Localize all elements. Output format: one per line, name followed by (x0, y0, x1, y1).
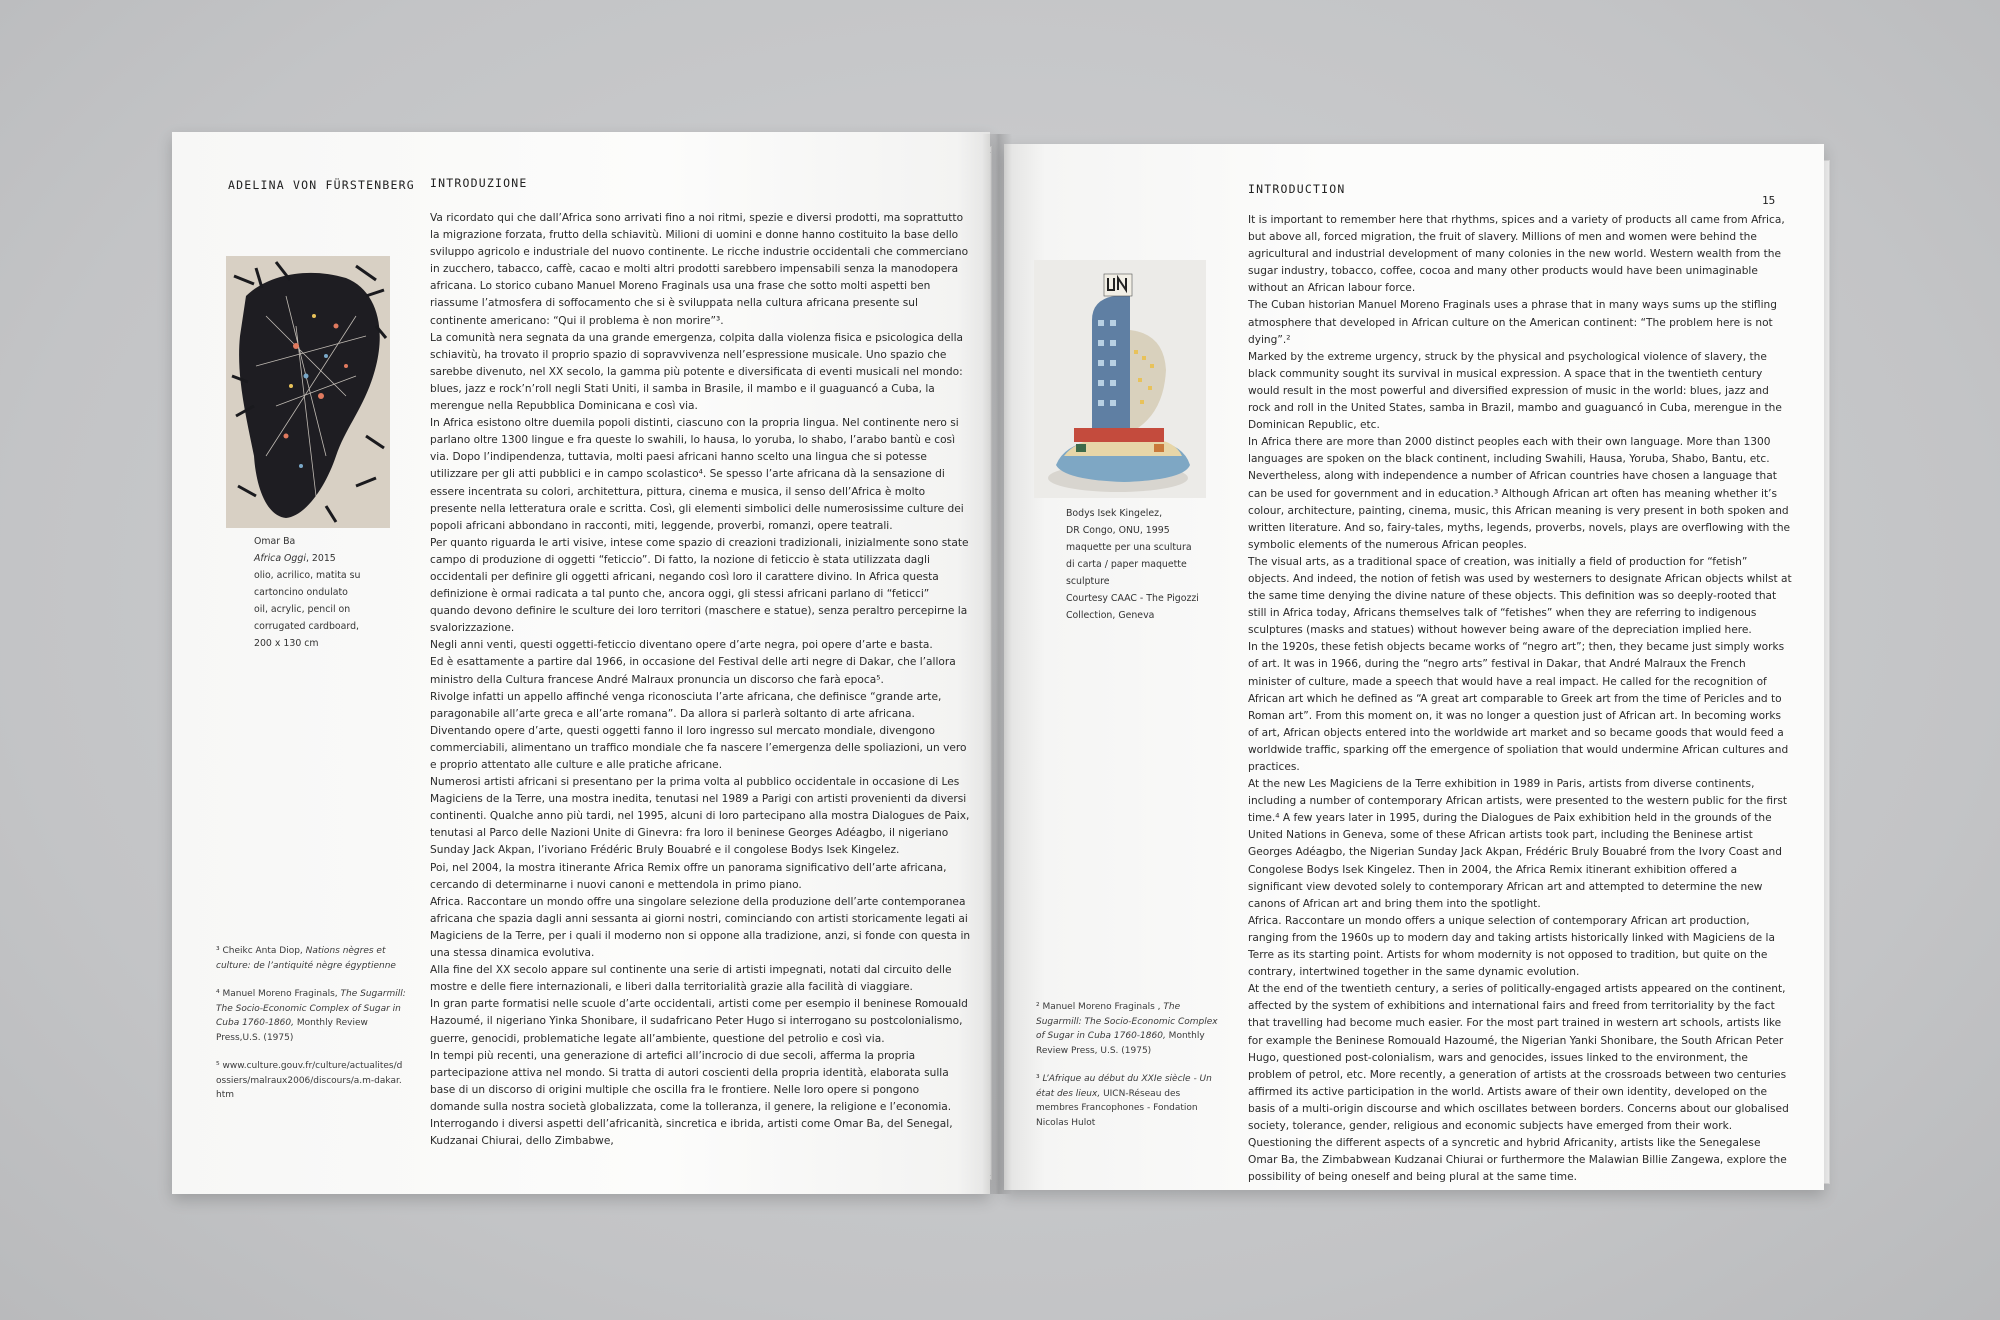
paragraph: Poi, nel 2004, la mostra itinerante Africa Remix offre un panorama significativo dell’arte africana, cercando di determinarne i nuovi canoni e mettendola in primo piano. (430, 861, 947, 891)
caption-line: 200 x 130 cm (254, 638, 319, 649)
caption-line: sculpture (1066, 576, 1110, 587)
paragraph: The visual arts, as a traditional space of creation, was initially a field of production for “fetish” objects. And indeed, the notion of fetish was used by westerners to designate African objects whilst at the same time denying the divine nature of these objects. This definition was so deeply-rooted that still in Africa today, Africans themselves talk of “fetishes” when they are referring to indigenous sculptures (masks and statues) without however being aware of the depreciation implied here. (1248, 555, 1792, 637)
paragraph: Numerosi artisti africani si presentano per la prima volta al pubblico occidentale in occasione di Les Magiciens de la Terre, una mostra inedita, tenutasi nel 1989 a Parigi con artisti provenienti da diversi continenti. Qualche anno più tardi, nel 1995, alcuni di loro partecipano alla mostra Dialogues de Paix, tenutasi al Parco delle Nazioni Unite di Ginevra: fra loro il beninese Georges Adéagbo, il nigeriano Sunday Jack Akpan, l’ivoriano Frédéric Bruly Bouabré e il congolese Bodys Isek Kingelez. (430, 776, 970, 857)
caption-line: maquette per una scultura (1066, 542, 1192, 553)
artwork-image (226, 256, 390, 528)
paragraph: It is important to remember here that rhythms, spices and a variety of products all came from Africa, but above all, forced migration, the fruit of slavery. Millions of men and women were behind the agricultural and industrial development of many colonies in the new world. Western wealth from the sugar industry, tobacco, coffee, cocoa and many other products would have been unimaginable without an African labour force. (1248, 214, 1785, 295)
paragraph: In the 1920s, these fetish objects became works of “negro art”; then, they became just simply works of art. It was in 1966, during the “negro arts” festival in Dakar, that André Malraux the French minister of culture, made a speech that would have a real impact. He called for the recognition of African art which he defined as “A great art comparable to Greek art from the time of Pericles and to Roman art”. From this moment on, it was no longer a question just of African art. In becoming works of art, African objects entered into the worldwide art market and so became goods that would feed a worldwide traffic, sparking off the emergence of spoliation that would undermine African cultures and practices. (1248, 641, 1789, 773)
page-number: 15 (1762, 194, 1776, 207)
paragraph: Rivolge infatti un appello affinché venga riconosciuta l’arte africana, che definisce “grande arte, paragonabile all’arte greca e all’arte romana”. Da allora si parlerà soltanto di arte africana. (430, 690, 942, 720)
caption-title: Africa Oggi (254, 553, 306, 564)
paragraph: Alla fine del XX secolo appare sul continente una serie di artisti impegnati, notati dal circuito delle mostre e delle fiere internazionali, e liberi dalla territorialità grazie alla facilità di viaggiare. (430, 964, 952, 994)
artwork-onu-maquette (1034, 260, 1206, 498)
body-text-english (1248, 212, 1792, 1186)
caption-line: Bodys Isek Kingelez, (1066, 508, 1163, 519)
paragraph: Va ricordato qui che dall’Africa sono arrivati fino a noi ritmi, spezie e diversi prodotti, ma soprattutto la migrazione forzata, frutto della schiavitù. Milioni di uomini e donne hanno costituito la base dello sviluppo agricolo e industriale del nuovo continente. Le ricche industrie occidentali che commerciano in zucchero, tabacco, caffè, cacao e molti altri prodotti sarebbero impensabili senza la manodopera africana. Lo storico cubano Manuel Moreno Fraginals usa una frase che sotto molti aspetti ben riassume l’atmosfera di soffocamento che si è sviluppata nella cultura africana presente sul continente americano: “Qui il problema è non morire”³. (430, 212, 969, 327)
paragraph: In tempi più recenti, una generazione di artefici all’incrocio di due secoli, afferma la propria partecipazione attiva nel mondo. Si tratta di autori coscienti della propria identità, elaborata sulla base di un discorso di origini multiple che oscilla fra le frontiere. Nelle loro opere si pongono domande sulla nostra società globalizzata, come la tolleranza, il genere, la religione e l’economia. Interrogando i diversi aspetti dell’africanità, sincretica e ibrida, artisti come Omar Ba, del Senegal, Kudzanai Chiurai, dello Zimbabwe, (430, 1049, 953, 1148)
paragraph: Diventando opere d’arte, questi oggetti fanno il loro ingresso sul mercato mondiale, divengono commerciabili, alimentano un traffico mondiale che fa nascere l’emergenza delle spoliazioni, un vero e proprio attentato alle culture e alle pratiche africane. (430, 724, 967, 771)
artwork-africa-oggi (226, 256, 390, 528)
caption-line: cartoncino ondulato (254, 587, 348, 598)
footnote: ³ Cheikc Anta Diop, Nations nègres et culture: de l’antiquité nègre égyptienne (216, 946, 396, 971)
caption-line: DR Congo, ONU, 1995 (1066, 525, 1170, 536)
footnote: ³ L’Afrique au début du XXIe siècle - Un état des lieux, UICN-Réseau des membres Francophones - Fondation Nicolas Hulot (1036, 1074, 1212, 1128)
footnotes-right (1036, 1000, 1222, 1144)
caption-line: corrugated cardboard, (254, 621, 360, 632)
book-gutter-shadow (982, 134, 1012, 1194)
paragraph: At the end of the twentieth century, a series of politically-engaged artists appeared on the continent, affected by the system of exhibitions and international fairs and freed from territoriality by the fact that travelling had become much easier. For the most part trained in western art schools, artists like for example the Beninese Romouald Hazoumé, the Nigerian Yanki Shonibare, the South African Peter Hugo, questioned post-colonialism, wars and genocides, issues linked to the environment, the problem of petrol, etc. More recently, a generation of artists at the crossroads between two centuries affirmed its active participation in the world. Artists aware of their own identity, developed on the basis of a multi-origin discourse and which oscillates between borders. Concerns about our globalised society, tolerance, gender, religious and economic subjects have emerged from their work. Questioning the different aspects of a syncretic and hybrid Africanity, artists like the Senegalese Omar Ba, the Zimbabwean Kudzanai Chiurai or furthermore the Malawian Billie Zangewa, explore the possibility of being oneself and being plural at the same time. (1248, 983, 1789, 1184)
paragraph: Africa. Raccontare un mondo offre una singolare selezione della produzione dell’arte contemporanea africana che spazia dagli anni sessanta ai giorni nostri, cominciando con artisti storicamente legati ai Magiciens de la Terre, per i quali il moderno non si oppone alla tradizione, anzi, si fonde con questa in una stessa dinamica evolutiva. (430, 895, 971, 960)
paragraph: In Africa there are more than 2000 distinct peoples each with their own language. More than 1300 languages are spoken on the black continent, including Swahili, Hausa, Yoruba, Shabo, Bantu, etc. Nevertheless, along with independence a number of African countries have chosen a language that can be used for government and in education.³ Although African art often has meaning whether it’s colour, architecture, painting, cinema, music, this African meaning is very present in both spoken and written literature. And so, fairy-tales, myths, legends, proverbs, novels, plays are overflowing with the symbolic elements of the numerous African peoples. (1248, 436, 1791, 551)
paragraph: Ed è esattamente a partire dal 1966, in occasione del Festival delle arti negre di Dakar, che l’allora ministro della Cultura francese André Malraux pronuncia un discorso che farà epoca⁵. (430, 656, 956, 686)
running-header-section: INTRODUZIONE (430, 176, 528, 190)
caption-line: olio, acrilico, matita su (254, 570, 361, 581)
right-page (1004, 144, 1824, 1190)
footnotes-left (216, 944, 406, 1117)
footnote: ⁴ Manuel Moreno Fraginals, The Sugarmill: The Socio-Economic Complex of Sugar in Cuba 1760-1860, Monthly Review Press,U.S. (1975) (216, 989, 406, 1043)
paragraph: Africa. Raccontare un mondo offers a unique selection of contemporary African art production, ranging from the 1960s up to modern day and taking artists historically linked with Magiciens de la Terre as its starting point. Artists for whom modernity is not opposed to tradition, but quite on the contrary, intertwined together in the same dynamic evolution. (1248, 914, 1775, 979)
caption-year: , 2015 (305, 553, 336, 564)
paragraph: In gran parte formatisi nelle scuole d’arte occidentali, artisti come per esempio il beninese Romouald Hazoumé, il nigeriano Yinka Shonibare, il sudafricano Peter Hugo si interrogano su postcolonialismo, guerre, genocidi, problematiche legate all’ambiente, questione del petrolio e così via. (430, 998, 968, 1045)
paragraph: In Africa esistono oltre duemila popoli distinti, ciascuno con la propria lingua. Nel continente nero si parlano oltre 1300 lingue e fra queste lo swahili, lo hausa, lo yoruba, lo shabo, l’arabo bantù e così via. Dopo l’indipendenza, tuttavia, molti paesi africani hanno scelto una lingua che si potesse utilizzare per gli atti pubblici e in campo scolastico⁴. Se spesso l’arte africana dà la sensazione di essere incentrata su colori, architettura, pittura, cinema e musica, il senso dell’Africa è molto presente nella letteratura orale e scritta. Così, gli elementi simbolici delle numerosissime culture dei popoli africani abbondano in racconti, miti, leggende, proverbi, romanzi, opere teatrali. (430, 417, 964, 532)
caption-title-line (254, 550, 394, 567)
footnote: ² Manuel Moreno Fraginals , The Sugarmill: The Socio-Economic Complex of Sugar in Cuba 1760-1860, Monthly Review Press, U.S. (1975) (1036, 1002, 1218, 1056)
running-header-author: ADELINA VON FÜRSTENBERG (228, 178, 415, 192)
caption-line: oil, acrylic, pencil on (254, 604, 351, 615)
paragraph: The Cuban historian Manuel Moreno Fraginals uses a phrase that in many ways sums up the stifling atmosphere that developed in African culture on the American continent: “The problem here is not dying”.² (1248, 299, 1777, 346)
paragraph: At the new Les Magiciens de la Terre exhibition in 1989 in Paris, artists from diverse continents, including a number of contemporary African artists, were presented to the western public for the first time.⁴ A few years later in 1995, during the Dialogues de Paix exhibition held in the grounds of the United Nations in Geneva, some of these African artists took part, including the Beninese artist Georges Adéagbo, the Nigerian Sunday Jack Akpan, Frédéric Bruly Bouabré from the Ivory Coast and Congolese Bodys Isek Kingelez. Then in 2004, the Africa Remix itinerant exhibition offered a significant view devoted solely to contemporary African art and attempted to determine the new canons of African art and bring them into the spotlight. (1248, 778, 1788, 910)
running-header-section-en: INTRODUCTION (1248, 182, 1346, 196)
paragraph: Negli anni venti, questi oggetti-feticcio diventano opere d’arte negra, poi opere d’arte e basta. (430, 639, 933, 652)
paragraph: Per quanto riguarda le arti visive, intese come spazio di creazioni tradizionali, inizialmente sono state campo di produzione di oggetti “feticcio”. Di fatto, la nozione di feticcio è stata utilizzata dagli occidentali per definire gli oggetti africani, negando così loro il carattere divino. In Africa questa definizione è ormai radicata a tal punto che, ancora oggi, gli stessi africani parlano di “feticci” quando devono definire le sculture dei loro territori (maschere e statue), senza peraltro percepirne la svalorizzazione. (430, 536, 969, 635)
artwork-caption-right (1066, 505, 1226, 624)
footnote: ⁵ www.culture.gouv.fr/culture/actualites/dossiers/malraux2006/discours/a.m-dakar.htm (216, 1061, 403, 1100)
caption-line: Courtesy CAAC - The Pigozzi (1066, 593, 1199, 604)
paragraph: Marked by the extreme urgency, struck by the physical and psychological violence of slavery, the black community sought its survival in musical expression. A space that in the twentieth century would result in the most powerful and diversified expression of music in the world: blues, jazz and rock and roll in the United States, samba in Brazil, mambo and guaguancó in Cuba, merengue in the Dominican Republic, etc. (1248, 350, 1782, 432)
body-text-italian (430, 210, 972, 1150)
left-page (172, 132, 990, 1194)
caption-line: di carta / paper maquette (1066, 559, 1187, 570)
artwork-caption-left (254, 533, 394, 652)
paragraph: La comunità nera segnata da una grande emergenza, colpita dalla violenza fisica e psicologica della schiavitù, ha trovato il proprio spazio di sopravvivenza nell’espressione musicale. Uno spazio che sarebbe divenuto, nel XX secolo, la gamma più potente e diversificata di eventi musicali nel mondo: blues, jazz e rock’n’roll negli Stati Uniti, il samba in Brasile, il mambo e il guaguancó a Cuba, la merengue nella Repubblica Dominicana e così via. (430, 331, 964, 413)
caption-artist: Omar Ba (254, 536, 296, 547)
caption-line: Collection, Geneva (1066, 610, 1155, 621)
maquette-image (1034, 260, 1206, 498)
